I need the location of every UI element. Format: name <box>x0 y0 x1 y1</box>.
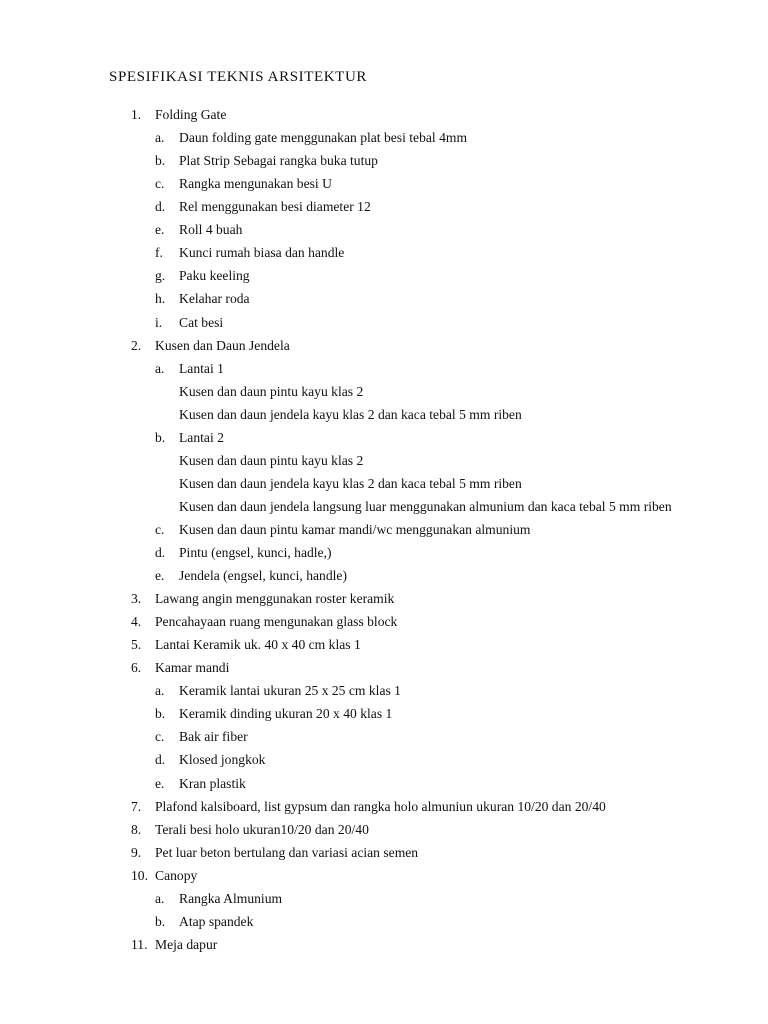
item-text: Terali besi holo ukuran10/20 dan 20/40 <box>155 821 369 837</box>
sub-item-text: Kran plastik <box>179 775 246 791</box>
sub-item-text: Pintu (engsel, kunci, hadle,) <box>179 545 332 560</box>
item-text: Meja dapur <box>155 936 218 952</box>
sub-item <box>0 729 768 745</box>
detail-text: Kusen dan daun jendela langsung luar menggunakan almunium dan kaca tebal 5 mm riben <box>179 498 672 514</box>
detail-line <box>0 476 768 492</box>
sub-item-label: c. <box>155 176 165 192</box>
list-item <box>0 868 768 884</box>
sub-item-text: Keramik dinding ukuran 20 x 40 klas 1 <box>179 706 393 722</box>
sub-item-label: b. <box>155 913 166 929</box>
item-text: Pet luar beton bertulang dan variasi acian semen <box>155 844 419 860</box>
sub-item-label: e. <box>155 775 165 791</box>
sub-item-label: c. <box>155 521 165 537</box>
sub-item-text: Rel menggunakan besi diameter 12 <box>179 199 371 215</box>
list-item <box>0 637 768 653</box>
item-number: 9. <box>131 844 142 860</box>
list-item <box>0 107 768 123</box>
sub-item-label: b. <box>155 429 166 445</box>
list-item <box>0 937 768 953</box>
sub-item <box>0 176 768 192</box>
sub-item-label: a. <box>155 130 165 146</box>
sub-item <box>0 914 768 930</box>
sub-item-text: Roll 4 buah <box>179 222 243 238</box>
sub-item-label: a. <box>155 890 165 906</box>
sub-item <box>0 430 768 446</box>
item-number: 11. <box>131 936 148 952</box>
item-number: 7. <box>131 798 142 814</box>
item-number: 8. <box>131 821 142 837</box>
sub-item <box>0 130 768 146</box>
item-text: Folding Gate <box>155 107 227 122</box>
item-text: Canopy <box>155 867 198 883</box>
sub-item-label: f. <box>155 245 163 261</box>
sub-item-label: c. <box>155 729 165 745</box>
list-item <box>0 614 768 630</box>
sub-item-text: Paku keeling <box>179 268 250 284</box>
detail-text: Kusen dan daun jendela kayu klas 2 dan kaca tebal 5 mm riben <box>179 406 522 422</box>
item-number: 4. <box>131 614 142 630</box>
sub-item-label: d. <box>155 545 166 560</box>
sub-item <box>0 891 768 907</box>
sub-item-label: d. <box>155 752 166 768</box>
sub-item-label: a. <box>155 360 165 376</box>
sub-item-text: Cat besi <box>179 314 224 330</box>
sub-item-label: h. <box>155 291 166 307</box>
detail-text: Kusen dan daun pintu kayu klas 2 <box>179 452 364 468</box>
list-item <box>0 338 768 354</box>
sub-item <box>0 752 768 768</box>
item-number: 2. <box>131 337 142 353</box>
list-item <box>0 591 768 607</box>
list-item <box>0 845 768 861</box>
detail-line <box>0 499 768 515</box>
sub-item-text: Rangka Almunium <box>179 890 283 906</box>
item-text: Kamar mandi <box>155 660 230 676</box>
item-number: 5. <box>131 637 142 653</box>
item-text: Lawang angin menggunakan roster keramik <box>155 591 395 606</box>
sub-item-text: Rangka mengunakan besi U <box>179 176 332 192</box>
detail-text: Kusen dan daun pintu kayu klas 2 <box>179 383 364 399</box>
sub-item-label: i. <box>155 314 163 330</box>
document-title: SPESIFIKASI TEKNIS ARSITEKTUR <box>109 69 367 85</box>
sub-item-text: Keramik lantai ukuran 25 x 25 cm klas 1 <box>179 683 401 699</box>
sub-item <box>0 153 768 169</box>
sub-item <box>0 245 768 261</box>
sub-item-label: d. <box>155 199 166 215</box>
sub-item <box>0 315 768 331</box>
sub-item-text: Kelahar roda <box>179 291 250 307</box>
sub-item <box>0 568 768 584</box>
detail-line <box>0 407 768 423</box>
sub-item <box>0 291 768 307</box>
list-item <box>0 660 768 676</box>
list-item <box>0 799 768 815</box>
detail-text: Kusen dan daun jendela kayu klas 2 dan kaca tebal 5 mm riben <box>179 475 522 491</box>
sub-item-label: b. <box>155 153 166 169</box>
sub-item <box>0 706 768 722</box>
item-text: Plafond kalsiboard, list gypsum dan rangka holo almuniun ukuran 10/20 dan 20/40 <box>155 798 606 814</box>
sub-item-label: b. <box>155 706 166 722</box>
item-number: 3. <box>131 591 142 606</box>
list-item <box>0 822 768 838</box>
item-text: Pencahayaan ruang mengunakan glass block <box>155 614 398 630</box>
item-text: Kusen dan Daun Jendela <box>155 337 290 353</box>
sub-item-text: Klosed jongkok <box>179 752 266 768</box>
sub-item-label: a. <box>155 683 165 699</box>
sub-item-label: g. <box>155 268 166 284</box>
sub-item-text: Plat Strip Sebagai rangka buka tutup <box>179 153 378 169</box>
detail-line <box>0 384 768 400</box>
sub-item <box>0 522 768 538</box>
sub-item-text: Lantai 1 <box>179 360 224 376</box>
sub-item-text: Kunci rumah biasa dan handle <box>179 245 345 261</box>
sub-item-text: Atap spandek <box>179 913 254 929</box>
sub-item <box>0 222 768 238</box>
item-text: Lantai Keramik uk. 40 x 40 cm klas 1 <box>155 637 361 653</box>
sub-item <box>0 268 768 284</box>
sub-item-text: Bak air fiber <box>179 729 248 745</box>
item-number: 6. <box>131 660 142 676</box>
sub-item-label: e. <box>155 568 165 583</box>
sub-item <box>0 545 768 561</box>
detail-line <box>0 453 768 469</box>
sub-item <box>0 199 768 215</box>
sub-item-label: e. <box>155 222 165 238</box>
item-number: 10. <box>131 867 148 883</box>
sub-item <box>0 361 768 377</box>
sub-item-text: Jendela (engsel, kunci, handle) <box>179 568 347 583</box>
sub-item <box>0 683 768 699</box>
sub-item-text: Daun folding gate menggunakan plat besi tebal 4mm <box>179 130 468 146</box>
sub-item <box>0 776 768 792</box>
sub-item-text: Kusen dan daun pintu kamar mandi/wc menggunakan almunium <box>179 521 531 537</box>
sub-item-text: Lantai 2 <box>179 429 224 445</box>
item-number: 1. <box>131 107 142 122</box>
